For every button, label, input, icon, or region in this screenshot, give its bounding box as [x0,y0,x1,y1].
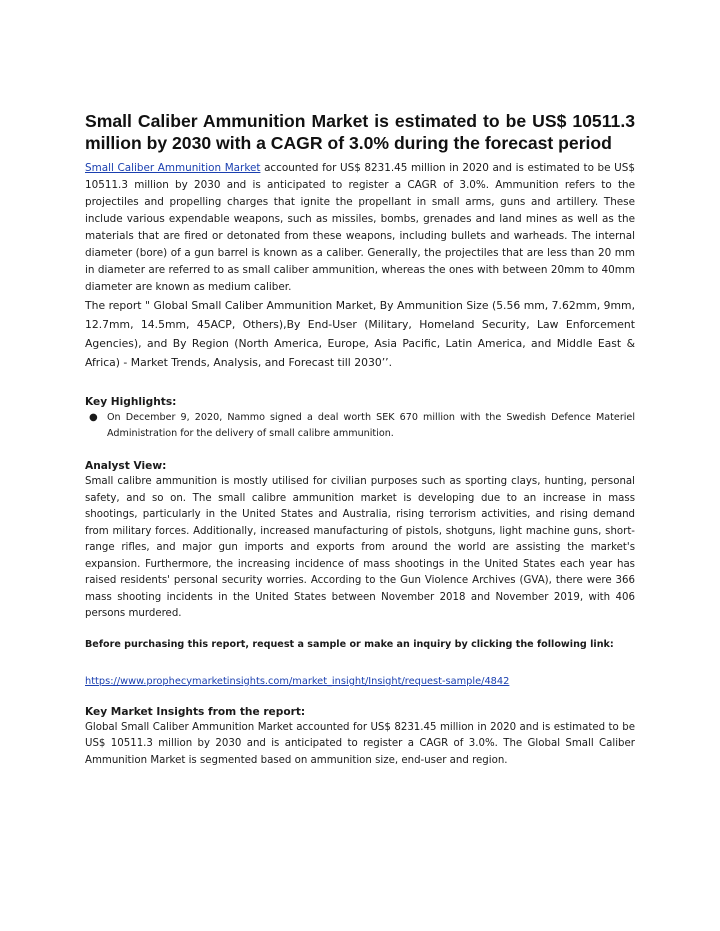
document-page [85,110,635,769]
market-link[interactable]: Small Caliber Ammunition Market [85,162,261,174]
highlight-text: On December 9, 2020, Nammo signed a deal worth SEK 670 million with the Swedish Defence Materiel Administration for the delivery of small calibre ammunition. [107,412,635,439]
key-market-insights-heading: Key Market Insights from the report: [85,705,306,718]
intro-paragraph [85,160,635,296]
analyst-view-section [85,458,635,623]
key-highlights-heading: Key Highlights: [85,396,177,408]
bullet-icon: ● [89,412,98,423]
list-item [85,410,635,442]
analyst-view-text: Small calibre ammunition is mostly utilised for civilian purposes such as sporting clays, hunting, personal safety, and so on. The small calibre ammunition market is developing due to an increase in mass shootings, particularly in the United States and Australia, rising terrorism activities, and rising demand from military forces. Additionally, increased manufacturing of pistols, shotguns, light machine guns, short-range rifles, and major gun imports and exports from around the world are assisting the market's expansion. Furthermore, the increasing incidence of mass shootings in the United States each year has raised residents' personal security worries. According to the Gun Violence Archives (GVA), there were 366 mass shooting incidents in the United States between November 2018 and November 2019, with 406 persons murdered. [85,476,635,619]
key-market-insights-section [85,704,635,770]
request-sample-link[interactable]: https://www.prophecymarketinsights.com/market_insight/Insight/request-sample/4842 [85,675,510,687]
cta-text: Before purchasing this report, request a sample or make an inquiry by clicking the following link: [85,638,614,650]
document-title: Small Caliber Ammunition Market is estimated to be US$ 10511.3 million by 2030 with a CAGR of 3.0% during the forecast period [85,111,635,153]
key-highlights-list [85,410,635,442]
intro-text: accounted for US$ 8231.45 million in 2020 and is estimated to be US$ 10511.3 million by 2030 and is anticipated to register a CAGR of 3.0%. Ammunition refers to the projectiles and propelling charges that ignite the propellant in small arms, guns and artillery. These include various expendable weapons, such as missiles, bombs, grenades and land mines as well as the materials that are fired or detonated from these weapons, including bullets and warheads. The internal diameter (bore) of a gun barrel is known as a caliber. Generally, the projectiles that are less than 20 mm in diameter are referred to as small caliber ammunition, whereas the ones with between 20mm to 40mm diameter are known as medium caliber. [85,162,635,293]
analyst-view-heading: Analyst View: [85,460,167,472]
key-highlights-section [85,394,635,442]
report-paragraph: The report " Global Small Caliber Ammunition Market, By Ammunition Size (5.56 mm, 7.62mm, 9mm, 12.7mm, 14.5mm, 45ACP, Others),By End-User (Military, Homeland Security, Law Enforcement Agencies), and By Region (North America, Europe, Asia Pacific, Latin America, and Middle East & Africa) - Market Trends, Analysis, and Forecast till 2030’’. [85,299,635,369]
key-market-insights-text: Global Small Caliber Ammunition Market accounted for US$ 8231.45 million in 2020 and is estimated to be US$ 10511.3 million by 2030 and is anticipated to register a CAGR of 3.0%. The Global Small Caliber Ammunition Market is segmented based on ammunition size, end-user and region. [85,721,635,766]
